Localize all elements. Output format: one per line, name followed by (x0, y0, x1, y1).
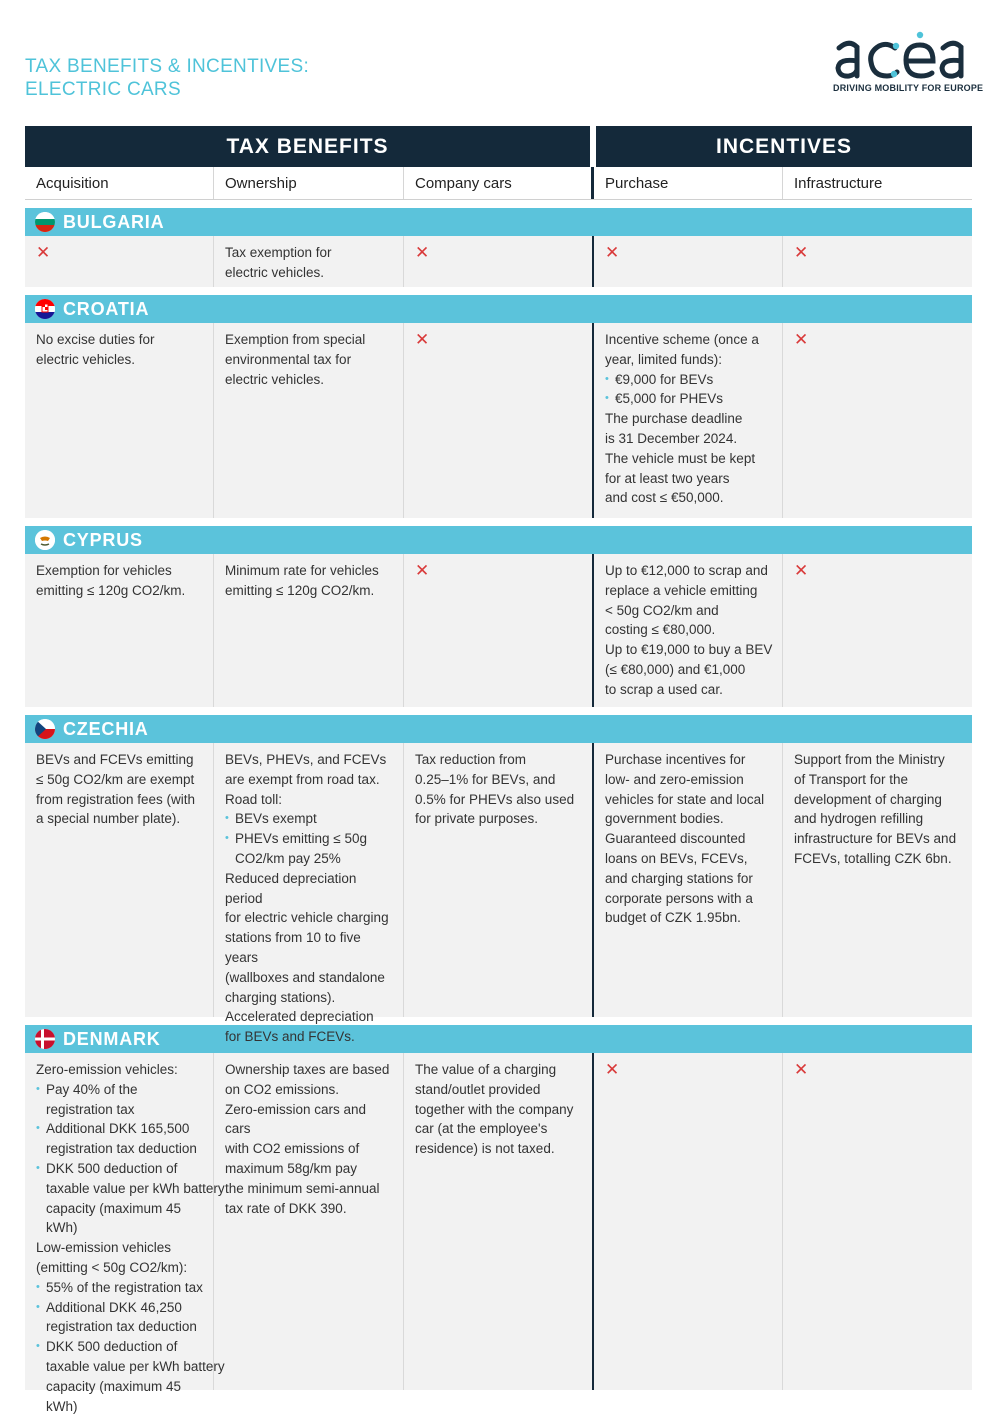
bullet-item: • 55% of the registration tax (36, 1278, 209, 1298)
text-line: of Transport for the (794, 771, 909, 787)
text-line: from registration fees (with (36, 791, 196, 807)
bullet-item: • DKK 500 deduction of (36, 1159, 209, 1179)
text-line: Low-emission vehicles (36, 1240, 172, 1256)
text-line: on CO2 emissions. (225, 1081, 340, 1097)
text-line: 0.25–1% for BEVs, and (415, 771, 556, 787)
text-line: and hydrogen refilling (794, 811, 924, 827)
cyprus-flag-icon (35, 530, 55, 550)
bullet-continuation: registration tax (46, 1101, 135, 1117)
text-line: electric vehicles. (225, 264, 325, 280)
acea-logo-mark (833, 30, 975, 80)
text-line: environmental tax for (225, 351, 352, 367)
text-line: BEVs and FCEVs emitting (36, 752, 194, 767)
cell-ownership (214, 1053, 404, 1390)
cell-purchase (594, 1053, 783, 1390)
document-title (25, 55, 309, 101)
cell-infrastructure (783, 323, 972, 518)
text-line: year, limited funds): (605, 351, 723, 367)
bullet-continuation: registration tax deduction (46, 1319, 197, 1335)
bullet-item: • Additional DKK 46,250 (36, 1298, 209, 1318)
bullet-continuation: taxable value per kWh battery (46, 1180, 225, 1196)
text-line: Exemption for vehicles (36, 563, 172, 578)
cell-company-cars (404, 323, 594, 518)
text-line: budget of CZK 1.95bn. (605, 910, 741, 926)
text-line: No excise duties for (36, 332, 155, 347)
cross-icon: ✕ (605, 1060, 620, 1079)
text-line: The purchase deadline (605, 411, 743, 427)
country-name: CZECHIA (63, 718, 149, 739)
text-line: is 31 December 2024. (605, 430, 738, 446)
text-line: loans on BEVs, FCEVs, (605, 850, 748, 866)
text-line: ≤ 50g CO2/km are exempt (36, 771, 195, 787)
text-line: are exempt from road tax. (225, 771, 380, 787)
col-ownership: Ownership (214, 167, 404, 199)
cross-icon: ✕ (794, 330, 809, 349)
row-bulgaria (25, 236, 972, 287)
text-line: costing ≤ €80,000. (605, 622, 716, 638)
row-cyprus (25, 554, 972, 707)
text-line: Incentive scheme (once a (605, 332, 759, 347)
text-line: Exemption from special (225, 332, 366, 347)
country-name: DENMARK (63, 1028, 161, 1049)
column-headers (25, 167, 972, 200)
incentives-band: INCENTIVES (596, 126, 972, 167)
cell-purchase (594, 743, 783, 1017)
text-line: residence) is not taxed. (415, 1141, 555, 1157)
text-line: Up to €19,000 to buy a BEV (605, 642, 773, 658)
text-line: (≤ €80,000) and €1,000 (605, 661, 746, 677)
text-line: The value of a charging (415, 1062, 557, 1077)
text-line: corporate persons with a (605, 890, 753, 906)
bullet-continuation: capacity (maximum 45 kWh) (46, 1200, 182, 1236)
cell-acquisition (25, 1053, 225, 1414)
logo-tagline: DRIVING MOBILITY FOR EUROPE (833, 83, 984, 93)
text-line: Support from the Ministry (794, 752, 945, 767)
col-company-cars: Company cars (404, 167, 594, 199)
text-line: and cost ≤ €50,000. (605, 490, 724, 506)
cell-acquisition (25, 323, 214, 518)
row-denmark (25, 1053, 972, 1414)
text-line: development of charging (794, 791, 942, 807)
bullet-item: • PHEVs emitting ≤ 50g (225, 829, 395, 849)
bullet-item: • €5,000 for PHEVs (605, 389, 774, 409)
cross-icon: ✕ (605, 243, 620, 262)
bullet-continuation: capacity (maximum 45 kWh) (46, 1378, 182, 1414)
cell-infrastructure (783, 743, 972, 1017)
cell-acquisition (25, 743, 214, 1017)
bullet-item: • DKK 500 deduction of (36, 1337, 209, 1357)
cell-ownership (214, 743, 404, 1045)
bullet-continuation: CO2/km pay 25% (235, 850, 341, 866)
text-line: Zero-emission cars and cars (225, 1101, 367, 1137)
cell-infrastructure (783, 236, 972, 287)
text-line: Accelerated depreciation (225, 1009, 374, 1025)
bullet-item: • Additional DKK 165,500 (36, 1119, 209, 1139)
bullet-item: • Pay 40% of the (36, 1080, 209, 1100)
cross-icon: ✕ (415, 330, 430, 349)
cell-purchase (594, 236, 783, 287)
text-line: (wallboxes and standalone (225, 969, 385, 985)
text-line: Tax exemption for (225, 245, 332, 260)
text-line: stations from 10 to five years (225, 930, 361, 965)
text-line: emitting ≤ 120g CO2/km. (36, 582, 186, 598)
text-line: with CO2 emissions of (225, 1141, 360, 1157)
cell-company-cars (404, 554, 594, 707)
text-line: Up to €12,000 to scrap and (605, 563, 768, 578)
country-name: CROATIA (63, 298, 150, 319)
text-line: electric vehicles. (225, 371, 325, 387)
cell-company-cars (404, 743, 594, 1017)
text-line: Tax reduction from (415, 752, 527, 767)
bullet-continuation: taxable value per kWh battery (46, 1358, 225, 1374)
cell-company-cars (404, 236, 594, 287)
text-line: maximum 58g/km pay (225, 1160, 358, 1176)
country-bar-croatia (25, 295, 972, 323)
text-line: government bodies. (605, 811, 724, 827)
text-line: car (at the employee's (415, 1121, 548, 1137)
text-line: infrastructure for BEVs and (794, 831, 957, 847)
cell-ownership (214, 554, 404, 707)
cross-icon: ✕ (36, 243, 51, 262)
text-line: the minimum semi-annual (225, 1180, 380, 1196)
country-bar-cyprus (25, 526, 972, 554)
text-line: Road toll: (225, 791, 283, 807)
text-line: Guaranteed discounted (605, 831, 746, 847)
title-line-2: ELECTRIC CARS (25, 79, 181, 100)
text-line: The vehicle must be kept (605, 450, 756, 466)
text-line: vehicles for state and local (605, 791, 765, 807)
text-line: electric vehicles. (36, 351, 136, 367)
bullet-item: • €9,000 for BEVs (605, 370, 774, 390)
country-name: BULGARIA (63, 211, 165, 232)
cell-ownership (214, 323, 404, 518)
text-line: BEVs, PHEVs, and FCEVs (225, 752, 387, 767)
country-bar-czechia (25, 715, 972, 743)
acea-logo (833, 30, 984, 93)
text-line: (emitting < 50g CO2/km): (36, 1259, 188, 1275)
cell-infrastructure (783, 554, 972, 707)
tax-benefits-band: TAX BENEFITS (25, 126, 590, 167)
text-line: Zero-emission vehicles: (36, 1062, 178, 1077)
title-line-1: TAX BENEFITS & INCENTIVES: (25, 56, 310, 77)
text-line: replace a vehicle emitting (605, 582, 758, 598)
cell-company-cars (404, 1053, 594, 1390)
text-line: charging stations). (225, 989, 336, 1005)
text-line: for electric vehicle charging (225, 910, 389, 926)
text-line: a special number plate). (36, 811, 181, 827)
row-croatia (25, 323, 972, 518)
text-line: low- and zero-emission (605, 771, 744, 787)
col-purchase: Purchase (594, 167, 783, 199)
text-line: tax rate of DKK 390. (225, 1200, 347, 1216)
cross-icon: ✕ (415, 243, 430, 262)
cell-purchase (594, 323, 783, 518)
text-line: 0.5% for PHEVs also used (415, 791, 575, 807)
text-line: for at least two years (605, 470, 730, 486)
band-header (25, 126, 972, 167)
col-acquisition: Acquisition (25, 167, 214, 199)
text-line: stand/outlet provided (415, 1081, 541, 1097)
text-line: to scrap a used car. (605, 681, 723, 697)
country-name: CYPRUS (63, 529, 143, 550)
text-line: emitting ≤ 120g CO2/km. (225, 582, 375, 598)
col-infrastructure: Infrastructure (794, 174, 883, 192)
denmark-flag-icon (35, 1029, 55, 1049)
country-bar-denmark (25, 1025, 972, 1053)
cell-purchase (594, 554, 783, 707)
text-line: for private purposes. (415, 811, 539, 827)
text-line: and charging stations for (605, 870, 753, 886)
cross-icon: ✕ (794, 561, 809, 580)
text-line: together with the company (415, 1101, 574, 1117)
text-line: FCEVs, totalling CZK 6bn. (794, 850, 952, 866)
text-line: Purchase incentives for (605, 752, 746, 767)
cross-icon: ✕ (794, 243, 809, 262)
cross-icon: ✕ (415, 561, 430, 580)
cross-icon: ✕ (794, 1060, 809, 1079)
text-line: Minimum rate for vehicles (225, 563, 379, 578)
text-line: for BEVs and FCEVs. (225, 1029, 355, 1045)
country-bar-bulgaria (25, 208, 972, 236)
text-line: Reduced depreciation period (225, 870, 357, 906)
text-line: < 50g CO2/km and (605, 602, 719, 618)
cell-acquisition (25, 236, 214, 287)
cell-acquisition (25, 554, 214, 707)
text-line: Ownership taxes are based (225, 1062, 390, 1077)
bulgaria-flag-icon (35, 212, 55, 232)
cell-ownership (214, 236, 404, 287)
bullet-continuation: registration tax deduction (46, 1141, 197, 1157)
czechia-flag-icon (35, 719, 55, 739)
cell-infrastructure (783, 1053, 972, 1390)
incentives-table (25, 126, 972, 1414)
croatia-flag-icon (35, 299, 55, 319)
bullet-item: • BEVs exempt (225, 809, 395, 829)
